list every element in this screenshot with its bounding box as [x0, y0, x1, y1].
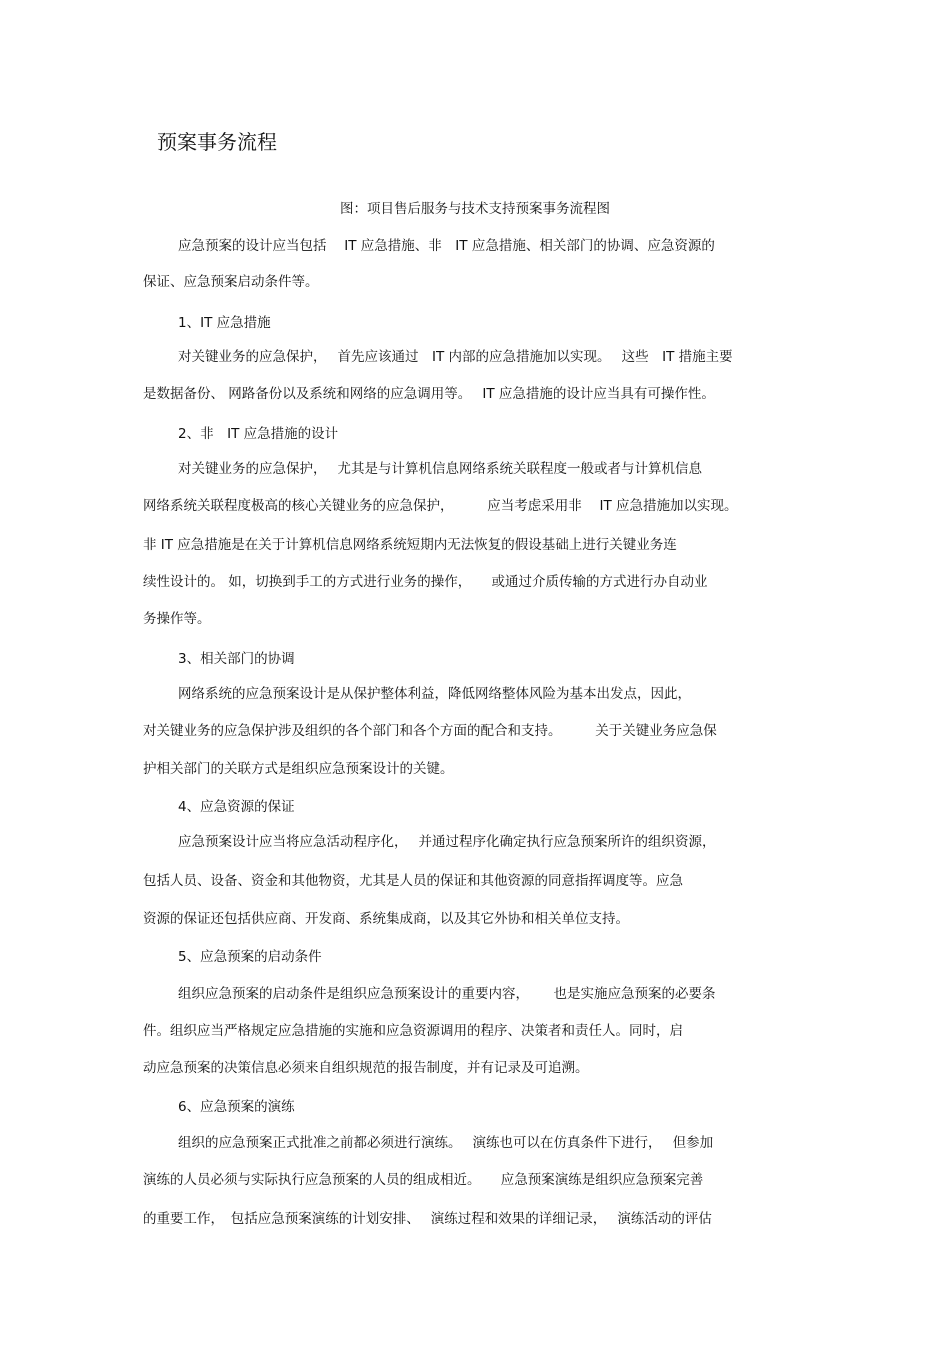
paragraph-line: 非 IT 应急措施是在关于计算机信息网络系统短期内无法恢复的假设基础上进行关键业务连 — [143, 537, 677, 553]
section-heading: 6、应急预案的演练 — [178, 1099, 295, 1115]
paragraph-line: 对关键业务的应急保护， 尤其是与计算机信息网络系统关联程度一般或者与计算机信息 — [178, 461, 703, 477]
paragraph-line: 对关键业务的应急保护， 首先应该通过 IT 内部的应急措施加以实现。 这些 IT 措施主要 — [178, 349, 733, 365]
paragraph-line: 动应急预案的决策信息必须来自组织规范的报告制度，并有记录及可追溯。 — [143, 1060, 589, 1076]
paragraph-line: 护相关部门的关联方式是组织应急预案设计的关键。 — [143, 761, 454, 777]
section-heading: 4、应急资源的保证 — [178, 799, 295, 815]
paragraph-line: 对关键业务的应急保护涉及组织的各个部门和各个方面的配合和支持。 关于关键业务应急保 — [143, 723, 717, 739]
paragraph-line: 务操作等。 — [143, 611, 211, 627]
section-heading: 5、应急预案的启动条件 — [178, 949, 322, 965]
paragraph-line: 包括人员、设备、资金和其他物资，尤其是人员的保证和其他资源的同意指挥调度等。应急 — [143, 873, 683, 889]
paragraph-line: 应急预案设计应当将应急活动程序化， 并通过程序化确定执行应急预案所许的组织资源， — [178, 834, 716, 850]
paragraph-line: 网络系统关联程度极高的核心关键业务的应急保护， 应当考虑采用非 IT 应急措施加以实现。 — [143, 498, 738, 514]
page-title: 预案事务流程 — [157, 130, 277, 154]
paragraph-line: 组织的应急预案正式批准之前都必须进行演练。 演练也可以在仿真条件下进行， 但参加 — [178, 1135, 714, 1151]
paragraph-line: 续性设计的。 如，切换到手工的方式进行业务的操作， 或通过介质传输的方式进行办自动业 — [143, 574, 708, 590]
paragraph-line: 的重要工作， 包括应急预案演练的计划安排、 演练过程和效果的详细记录， 演练活动的评估 — [143, 1211, 712, 1227]
figure-caption: 图：项目售后服务与技术支持预案事务流程图 — [340, 201, 610, 217]
paragraph-line: 资源的保证还包括供应商、开发商、系统集成商，以及其它外协和相关单位支持。 — [143, 911, 629, 927]
section-heading: 3、相关部门的协调 — [178, 651, 295, 667]
section-heading: 1、IT 应急措施 — [178, 315, 271, 331]
paragraph-line: 演练的人员必须与实际执行应急预案的人员的组成相近。 应急预案演练是组织应急预案完善 — [143, 1172, 704, 1188]
paragraph-line: 是数据备份、 网路备份以及系统和网络的应急调用等。 IT 应急措施的设计应当具有可操作性。 — [143, 386, 715, 402]
paragraph-line: 应急预案的设计应当包括 IT 应急措施、非 IT 应急措施、相关部门的协调、应急资源的 — [178, 238, 715, 254]
section-heading: 2、非 IT 应急措施的设计 — [178, 426, 339, 442]
paragraph-line: 保证、应急预案启动条件等。 — [143, 274, 319, 290]
paragraph-line: 件。组织应当严格规定应急措施的实施和应急资源调用的程序、决策者和责任人。同时，启 — [143, 1023, 683, 1039]
paragraph-line: 组织应急预案的启动条件是组织应急预案设计的重要内容， 也是实施应急预案的必要条 — [178, 986, 716, 1002]
paragraph-line: 网络系统的应急预案设计是从保护整体利益，降低网络整体风险为基本出发点，因此， — [178, 686, 691, 702]
